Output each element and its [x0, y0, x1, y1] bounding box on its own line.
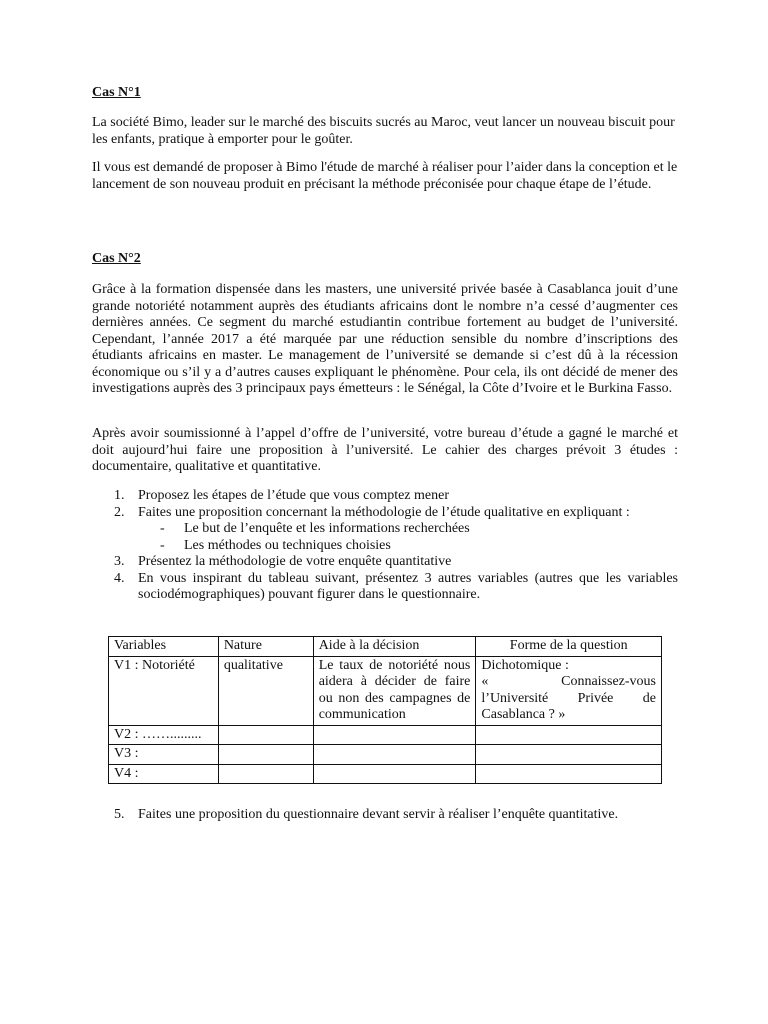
question-list	[92, 488, 678, 604]
cell-nature: qualitative	[218, 656, 313, 725]
header-aide: Aide à la décision	[313, 637, 476, 657]
question-list-final	[92, 807, 678, 824]
table-row	[109, 656, 662, 725]
cell-empty	[313, 745, 476, 765]
question-number: 5.	[114, 807, 125, 822]
cell-variable: V1 : Notoriété	[109, 656, 219, 725]
cas2-paragraph-1: Grâce à la formation dispensée dans les masters, une université privée basée à Casablanca jouit d’une grande notoriété notamment auprès des étudiants africains dont le nombre n’a cessé d’augmenter ces dernières années. Ce segment du marché estudiantin contribue fortement au budget de l’université. Cependant, l’année 2017 a été marquée par une réduction sensible du nombre d’inscriptions des étudiants africains en master. Le management de l’université se demande si c’est dû à la récession économique ou s’il y a d’autres causes expliquant le phénomène. Pour cela, ils ont décidé de mener des investigations auprès des 3 principaux pays émetteurs : le Sénégal, la Côte d’Ivoire et le Burkina Fasso.	[92, 282, 678, 396]
dash-mark: -	[160, 537, 165, 553]
cell-empty	[218, 725, 313, 745]
forme-type: Dichotomique :	[481, 657, 569, 673]
header-variables: Variables	[109, 637, 219, 657]
cas1-paragraph-1: La société Bimo, leader sur le marché des biscuits sucrés au Maroc, veut lancer un nouveau biscuit pour les enfants, pratique à emporter pour le goûter.	[92, 115, 675, 147]
cas2-heading: Cas N°2	[92, 251, 141, 266]
forme-question: « Connaissez-vous l’Université Privée de Casablanca ? »	[481, 674, 656, 722]
question-text: En vous inspirant du tableau suivant, présentez 3 autres variables (autres que les variables sociodémographiques) pouvant figurer dans le questionnaire.	[138, 570, 678, 602]
sub-item-text: Les méthodes ou techniques choisies	[184, 537, 391, 553]
cas1-paragraph-2: Il vous est demandé de proposer à Bimo l'étude de marché à réaliser pour l’aider dans la conception et le lancement de son nouveau produit en précisant la méthode préconisée pour chaque étape de l’étude.	[92, 160, 678, 192]
sub-item-text: Le but de l’enquête et les informations recherchées	[184, 521, 470, 536]
question-item	[92, 488, 678, 505]
question-item	[92, 505, 678, 555]
cell-empty	[476, 725, 662, 745]
cas2-paragraph-2: Après avoir soumissionné à l’appel d’offre de l’université, votre bureau d’étude a gagné le marché et doit aujourd’hui faire une proposition à l’université. Le cahier des charges prévoit 3 études : documentaire, qualitative et quantitative.	[92, 426, 678, 474]
table-row	[109, 764, 662, 784]
question-text: Présentez la méthodologie de votre enquête quantitative	[138, 554, 452, 569]
sub-item	[138, 538, 678, 555]
header-nature: Nature	[218, 637, 313, 657]
table-row	[109, 725, 662, 745]
cell-empty	[218, 745, 313, 765]
question-item	[92, 807, 678, 824]
dash-mark: -	[160, 521, 165, 536]
question-text: Faites une proposition concernant la méthodologie de l’étude qualitative en expliquant :	[138, 504, 630, 520]
sub-item	[138, 521, 678, 538]
question-number: 4.	[114, 570, 125, 586]
table-header-row	[109, 637, 662, 657]
cell-variable: V4 :	[109, 764, 219, 784]
cell-forme	[476, 656, 662, 725]
cell-empty	[218, 764, 313, 784]
cell-empty	[476, 764, 662, 784]
cell-variable: V3 :	[109, 745, 219, 765]
cell-empty	[476, 745, 662, 765]
question-text: Proposez les étapes de l’étude que vous comptez mener	[138, 488, 450, 503]
question-item	[92, 554, 678, 571]
table-row	[109, 745, 662, 765]
question-number: 1.	[114, 488, 125, 503]
question-number: 2.	[114, 504, 125, 520]
cell-empty	[313, 725, 476, 745]
header-forme: Forme de la question	[476, 637, 662, 657]
cas1-heading: Cas N°1	[92, 85, 141, 100]
question-number: 3.	[114, 554, 125, 569]
cell-aide: Le taux de notoriété nous aidera à décider de faire ou non des campagnes de communication	[313, 656, 476, 725]
question-item	[92, 571, 678, 604]
cell-empty	[313, 764, 476, 784]
cell-variable: V2 : …….........	[109, 725, 219, 745]
question-text: Faites une proposition du questionnaire devant servir à réaliser l’enquête quantitative.	[138, 807, 619, 822]
sub-list	[138, 521, 678, 554]
variables-table	[108, 636, 662, 784]
